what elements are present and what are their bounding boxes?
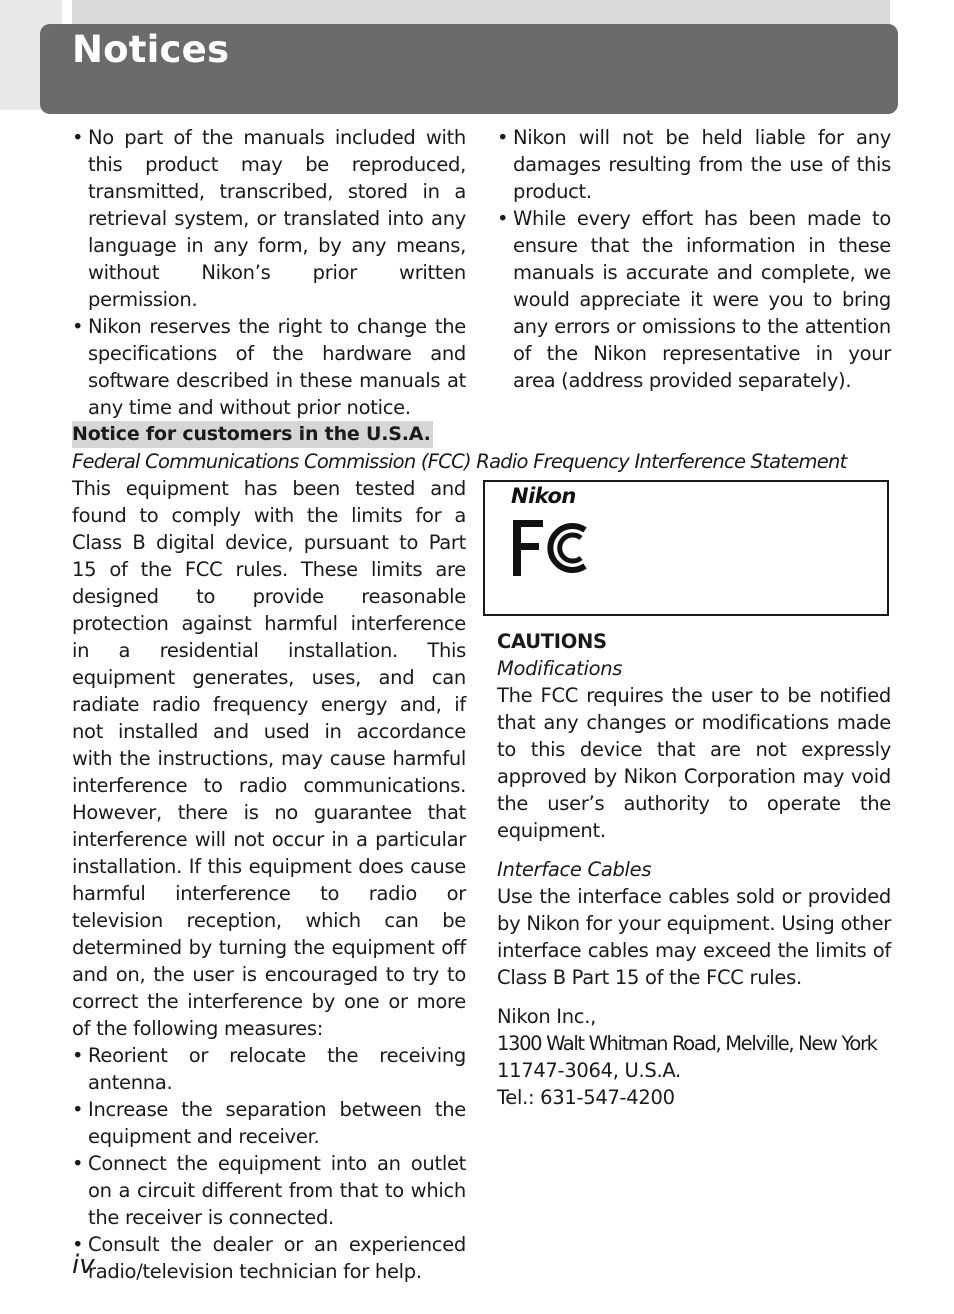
address-street: 1300 Walt Whitman Road, Melville, New York: [497, 1032, 877, 1055]
address-company: Nikon Inc.,: [497, 1005, 597, 1028]
page-title: Notices: [72, 28, 230, 71]
modifications-text: The FCC requires the user to be notified that any changes or modifications made to this device that are not expressly approved by Nikon Corporation may void the user’s authority to operate the equipment.: [497, 684, 891, 842]
modifications-title: Modifications: [497, 657, 623, 680]
top-right-bullet-list: [497, 124, 891, 394]
cautions-heading: CAUTIONS: [497, 630, 607, 653]
interface-cables-text: Use the interface cables sold or provided by Nikon for your equipment. Using other interface cables may exceed the limits of Class B Part 15 of the FCC rules.: [497, 885, 891, 989]
usa-notice-heading: Notice for customers in the U.S.A.: [72, 421, 433, 448]
fcc-statement-subheading: Federal Communications Commission (FCC) Radio Frequency Interference Statement: [72, 450, 847, 473]
cautions-column: [497, 628, 891, 1111]
page-number: iv: [72, 1250, 95, 1280]
list-item: • Connect the equipment into an outlet on a circuit different from that to which the receiver is connected.: [72, 1150, 466, 1231]
measures-list: [72, 1042, 466, 1285]
fcc-logo-box: [483, 480, 889, 616]
top-right-column: [497, 124, 891, 394]
list-item: • No part of the manuals included with this product may be reproduced, transmitted, transcribed, stored in a retrieval system, or translated into any language in any form, by any means, without Nikon’s prior written permission.: [72, 124, 466, 313]
list-item: • Nikon will not be held liable for any damages resulting from the use of this product.: [497, 124, 891, 205]
top-left-bullet-list: [72, 124, 466, 421]
fcc-logo-icon: [511, 518, 591, 578]
nikon-logo: Nikon: [511, 484, 576, 508]
list-item: • While every effort has been made to ensure that the information in these manuals is accurate and complete, we would appreciate it were you to bring any errors or omissions to the attention of the Nikon representative in your area (address provided separately).: [497, 205, 891, 394]
address-phone: Tel.: 631-547-4200: [497, 1086, 675, 1109]
top-left-column: [72, 124, 466, 421]
interface-cables-title: Interface Cables: [497, 858, 652, 881]
fcc-statement-column: [72, 475, 466, 1285]
list-item: • Nikon reserves the right to change the specifications of the hardware and software described in these manuals at any time and without prior notice.: [72, 313, 466, 421]
address-zip: 11747-3064, U.S.A.: [497, 1059, 681, 1082]
fcc-statement-body: This equipment has been tested and found to comply with the limits for a Class B digital device, pursuant to Part 15 of the FCC rules. These limits are designed to provide reasonable protection against harmful interference in a residential installation. This equipment generates, uses, and can radiate radio frequency energy and, if not installed and used in accordance with the instructions, may cause harmful interference to radio communications. However, there is no guarantee that interference will not occur in a particular installation. If this equipment does cause harmful interference to radio or television reception, which can be determined by turning the equipment off and on, the user is encouraged to try to correct the interference by one or more of the following measures:: [72, 477, 466, 1040]
list-item: • Consult the dealer or an experienced radio/television technician for help.: [72, 1231, 466, 1285]
list-item: • Increase the separation between the equipment and receiver.: [72, 1096, 466, 1150]
list-item: • Reorient or relocate the receiving antenna.: [72, 1042, 466, 1096]
